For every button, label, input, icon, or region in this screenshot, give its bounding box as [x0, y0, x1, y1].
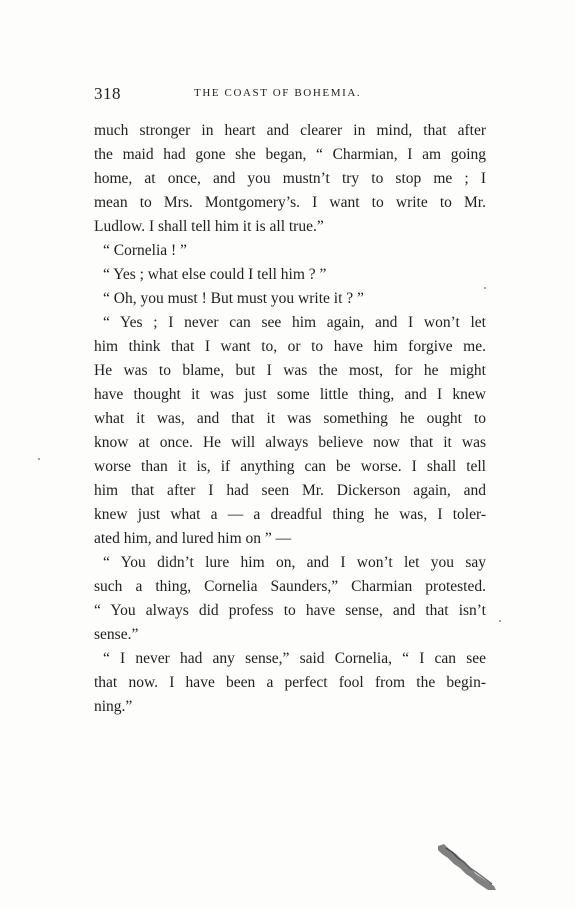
page-corner-scan-mark — [436, 842, 498, 892]
running-head — [94, 84, 486, 104]
text-line: worse than it is, if anything can be worse. I shall tell — [94, 458, 486, 475]
text-line: him think that I want to, or to have him forgive me. — [94, 338, 486, 355]
body-text — [94, 119, 486, 719]
text-line: “ Cornelia ! ” — [103, 242, 187, 259]
text-line: much stronger in heart and clearer in mind, that after — [94, 122, 486, 139]
text-line: ated him, and lured him on ” — — [94, 530, 292, 547]
text-line: He was to blame, but I was the most, for he might — [94, 362, 486, 379]
text-line: him that after I had seen Mr. Dickerson again, and — [94, 482, 486, 499]
text-line: know at once. He will always believe now that it was — [94, 434, 486, 451]
text-line: what it was, and that it was something he ought to — [94, 410, 486, 427]
page-number: 318 — [94, 84, 121, 103]
scan-speck — [38, 458, 40, 460]
text-line: such a thing, Cornelia Saunders,” Charmian protested. — [94, 578, 486, 595]
scan-speck — [484, 287, 486, 289]
scan-speck — [499, 620, 501, 622]
text-line: “ You always did profess to have sense, and that isn’t — [94, 602, 486, 619]
text-line: “ Yes ; I never can see him again, and I won’t let — [103, 314, 486, 331]
text-line: Ludlow. I shall tell him it is all true.” — [94, 218, 324, 235]
text-line: “ Yes ; what else could I tell him ? ” — [103, 266, 327, 283]
text-line: that now. I have been a perfect fool from the begin- — [94, 674, 486, 691]
text-line: “ I never had any sense,” said Cornelia, “ I can see — [103, 650, 486, 667]
text-line: mean to Mrs. Montgomery’s. I want to write to Mr. — [94, 194, 486, 211]
text-line: “ You didn’t lure him on, and I won’t let you say — [103, 554, 486, 571]
text-line: ning.” — [94, 698, 133, 715]
text-line: have thought it was just some little thing, and I knew — [94, 386, 486, 403]
running-title: THE COAST OF BOHEMIA. — [194, 87, 362, 99]
text-line: home, at once, and you mustn’t try to stop me ; I — [94, 170, 486, 187]
text-line: sense.” — [94, 626, 139, 643]
text-line: knew just what a — a dreadful thing he was, I toler- — [94, 506, 486, 523]
text-line: “ Oh, you must ! But must you write it ? ” — [103, 290, 364, 307]
text-line: the maid had gone she began, “ Charmian, I am going — [94, 146, 486, 163]
